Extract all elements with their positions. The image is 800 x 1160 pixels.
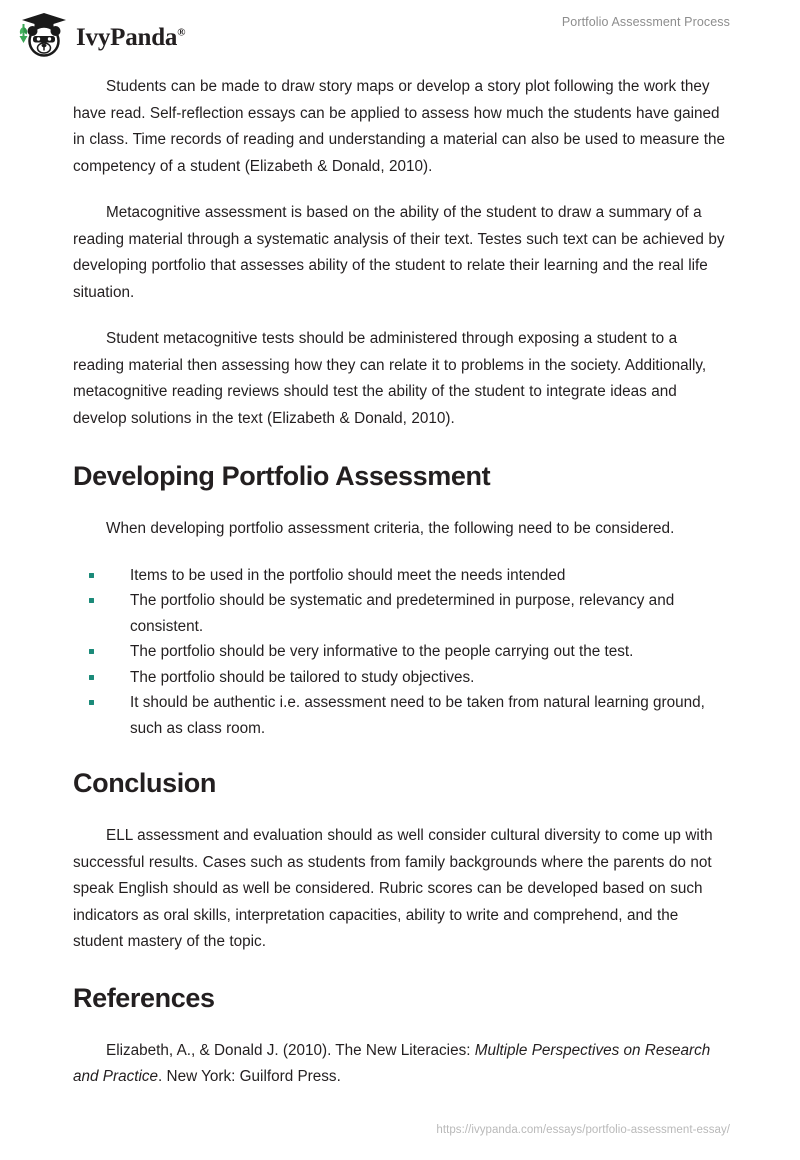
list-item-label: The portfolio should be very informative to the people carrying out the test.: [130, 643, 634, 660]
list-item-label: The portfolio should be systematic and predetermined in purpose, relevancy and consistent.: [130, 592, 675, 635]
paragraph: Metacognitive assessment is based on the ability of the student to draw a summary of a reading material through a systematic analysis of their text. Testes such text can be achieved by developing portfolio that assesses ability of the student to relate their learning and the real life situation.: [73, 204, 725, 301]
list-item: [73, 563, 730, 589]
paragraph: When developing portfolio assessment criteria, the following need to be considered.: [106, 520, 675, 537]
bullet-icon: [89, 573, 94, 578]
criteria-bullet-list: [73, 563, 730, 742]
page-footer: [0, 1116, 800, 1160]
content-column: [73, 74, 730, 1091]
list-item-label: The portfolio should be tailored to study objectives.: [130, 668, 475, 686]
bullet-icon: [89, 649, 94, 654]
brand-logo-block[interactable]: [18, 12, 185, 58]
document-body: [0, 62, 800, 1091]
reference-suffix: . New York: Guilford Press.: [158, 1068, 341, 1085]
list-item-label: Items to be used in the portfolio should meet the needs intended: [130, 566, 566, 584]
brand-name-text: IvyPanda: [76, 23, 178, 51]
list-item: [73, 588, 730, 639]
paragraph: Student metacognitive tests should be administered through exposing a student to a reading material then assessing how they can relate it to problems in the society. Additionally, metacognitive reading reviews should test the ability of the student to integrate ideas and develop solutions in the text (Elizabeth & Donald, 2010).: [73, 330, 707, 427]
paragraph: Students can be made to draw story maps or develop a story plot following the work they have read. Self-reflection essays can be applied to assess how much the students have gained in class. Time records of reading and understanding a material can also be used to measure the competency of a student (Elizabeth & Donald, 2010).: [73, 78, 725, 175]
reference-entry: [73, 1038, 730, 1091]
brand-name: [76, 25, 185, 50]
section-heading-references: References: [73, 982, 215, 1013]
page-header: [0, 0, 800, 62]
section-heading-developing-portfolio-assessment: Developing Portfolio Assessment: [73, 461, 491, 491]
list-item: [73, 639, 730, 665]
bullet-icon: [89, 675, 94, 680]
list-item: [73, 665, 730, 691]
running-title: Portfolio Assessment Process: [561, 15, 730, 29]
source-url[interactable]: https://ivypanda.com/essays/portfolio-assessment-essay/: [436, 1124, 730, 1136]
reference-prefix: Elizabeth, A., & Donald J. (2010). The New Literacies:: [106, 1041, 475, 1059]
bullet-icon: [89, 700, 94, 705]
list-item-label: It should be authentic i.e. assessment need to be taken from natural learning ground, such as class room.: [130, 694, 705, 737]
reference-title-italic: Multiple Perspectives on Research and Practice: [73, 1041, 711, 1085]
panda-graduate-logo-icon: [18, 12, 68, 58]
paragraph: ELL assessment and evaluation should as well consider cultural diversity to come up with successful results. Cases such as students from family backgrounds where the parents do not speak English should as well be considered. Rubric scores can be developed based on such indicators as oral skills, interpretation capacities, ability to write and comprehend, and the student mastery of the topic.: [73, 827, 713, 950]
section-heading-conclusion: Conclusion: [73, 768, 216, 798]
registered-mark: ®: [177, 26, 186, 39]
bullet-icon: [89, 598, 94, 603]
list-item: [73, 690, 730, 741]
